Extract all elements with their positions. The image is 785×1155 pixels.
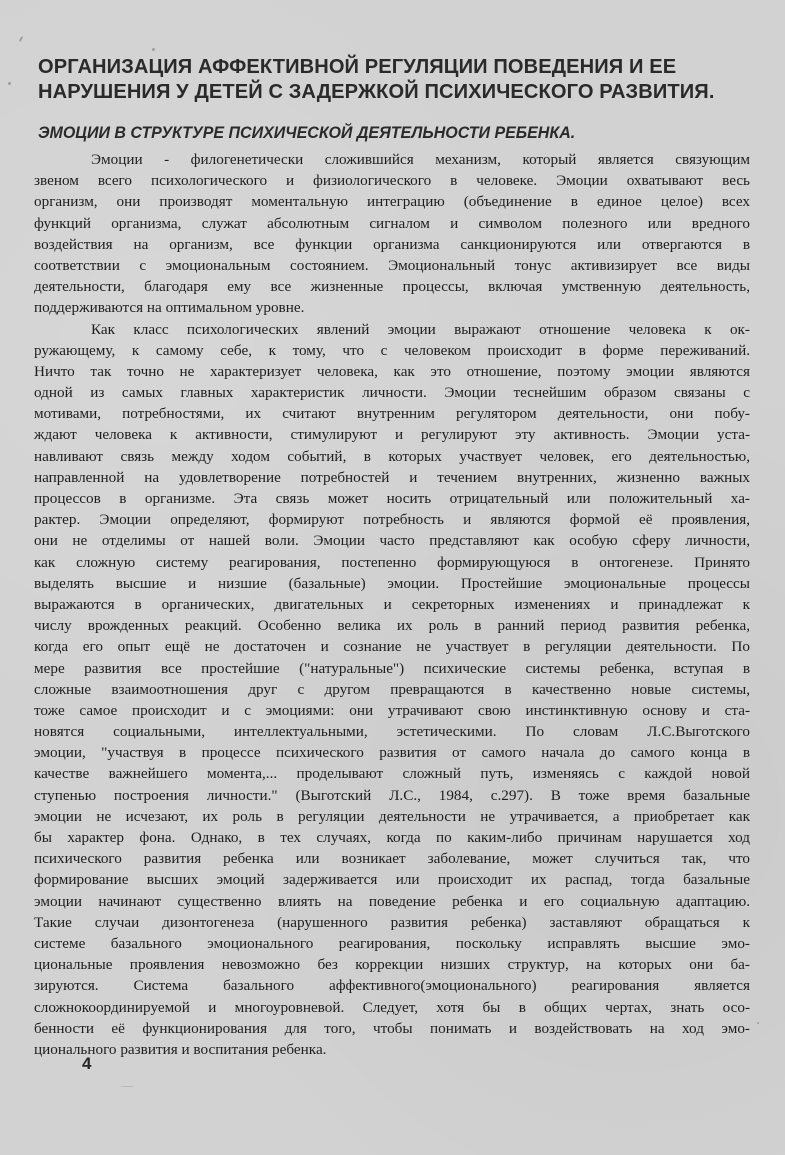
text-line: новятся социальными, интеллектуальными, эстетическими. По словам Л.С.Выготского <box>34 723 750 741</box>
text-line: качестве важнейшего момента,... проделывают сложный путь, изменяясь с каждой новой <box>34 765 750 783</box>
text-line: выражаются в органических, двигательных и секреторных изменениях и принадлежат к <box>34 595 750 613</box>
text-line: эмоции, "участвуя в процессе психического развития от самого начала до самого конца в <box>34 744 750 762</box>
body-text <box>34 149 750 1060</box>
scan-speck <box>120 1086 134 1087</box>
scan-speck <box>19 36 24 42</box>
chapter-title <box>38 54 753 104</box>
text-line: когда его опыт ещё не достаточен и сознание не участвует в регуляции деятельности. По <box>34 638 750 656</box>
text-line: системе базального эмоционального реагирования, поскольку исправлять высшие эмо- <box>34 934 750 952</box>
text-line: Ничто так точно не характеризует человека, как это отношение, поэтому эмоции являются <box>34 362 750 380</box>
text-line: мере развития все простейшие ("натуральные") психические системы ребенка, вступая в <box>34 659 750 677</box>
text-line: сложнокоординируемой и многоуровневой. Следует, хотя бы в общих чертах, знать осо- <box>34 998 750 1016</box>
text-line: циональные проявления невозможно без коррекции низших структур, на которых они ба- <box>34 956 750 974</box>
text-line: направленной на удовлетворение потребностей и течением внутренних, жизненно важных <box>34 468 750 486</box>
text-line: они не отделимы от нашей воли. Эмоции часто представляют как особую сферу личности, <box>34 532 750 550</box>
text-line: выделять высшие и низшие (базальные) эмоции. Простейшие эмоциональные процессы <box>34 574 750 592</box>
paragraph-1 <box>34 149 750 319</box>
text-line: звеном всего психологического и физиологического в человеке. Эмоции охватывают весь <box>34 172 750 190</box>
text-line: одной из самых главных характеристик личности. Эмоции теснейшим образом связаны с <box>34 384 750 402</box>
scan-speck <box>8 82 11 85</box>
text-line: навливают связь между ходом событий, в которых участвует человек, его деятельностью, <box>34 447 750 465</box>
text-line: рактер. Эмоции определяют, формируют потребность и являются формой её проявления, <box>34 511 750 529</box>
text-line: соответствии с эмоциональным состоянием. Эмоциональный тонус активизирует все виды <box>34 256 750 274</box>
text-line: функций организма, служат абсолютным сигналом и символом полезного или вредного <box>34 214 750 232</box>
chapter-title-line-1: ОРГАНИЗАЦИЯ АФФЕКТИВНОЙ РЕГУЛЯЦИИ ПОВЕДЕНИЯ И ЕЕ <box>38 55 677 78</box>
text-line: ружающему, к самому себе, к тому, что с человеком происходит в форме переживаний. <box>34 341 750 359</box>
text-line: бенности её функционирования для того, чтобы понимать и воздействовать на ход эмо- <box>34 1019 750 1037</box>
text-line: бы характер фона. Однако, в тех случаях, когда по каким-либо причинам нарушается ход <box>34 829 750 846</box>
text-line: зируются. Система базального аффективного(эмоционального) реагирования является <box>34 977 750 995</box>
text-line: деятельности, благодаря ему все жизненные процессы, включая умственную деятельность, <box>34 278 750 296</box>
text-line: мотивами, потребностями, их считают внутренним регулятором деятельности, они побу- <box>34 405 750 423</box>
text-line: ступенью построения личности." (Выготский Л.С., 1984, с.297). В тоже время базальные <box>34 786 750 804</box>
page-number: 4 <box>82 1054 92 1073</box>
text-line: воздействия на организм, все функции организма санкционируются или отвергаются в <box>34 235 750 253</box>
text-line: ждают человека к активности, стимулируют и регулируют эту активность. Эмоции уста- <box>34 426 750 444</box>
text-line: психического развития ребенка или возникает заболевание, может случиться так, что <box>34 850 750 868</box>
text-line: эмоции не исчезают, их роль в регуляции деятельности не утрачивается, а приобретает как <box>34 807 750 825</box>
scan-speck <box>152 48 155 51</box>
text-line: Как класс психологических явлений эмоции выражают отношение человека к ок- <box>91 320 750 338</box>
text-line: Эмоции - филогенетически сложившийся механизм, который является связующим <box>91 151 750 168</box>
text-line: Такие случаи дизонтогенеза (нарушенного развития ребенка) заставляют обращаться к <box>34 913 750 931</box>
text-line: как сложную систему реагирования, постепенно формирующуюся в онтогенезе. Принято <box>34 553 750 571</box>
text-line: сложные взаимоотношения друг с другом превращаются в качественно новые системы, <box>34 680 750 698</box>
text-line: формирование высших эмоций задерживается или происходит их распад, тогда базальные <box>34 871 750 889</box>
text-line: процессов в организме. Эта связь может носить отрицательный или положительный ха- <box>34 490 750 507</box>
chapter-title-line-2: НАРУШЕНИЯ У ДЕТЕЙ С ЗАДЕРЖКОЙ ПСИХИЧЕСКОГО РАЗВИТИЯ. <box>38 80 715 103</box>
text-line: поддерживаются на оптимальном уровне. <box>34 299 305 317</box>
text-line: эмоции начинают существенно влиять на поведение ребенка и его социальную адаптацию. <box>34 892 750 910</box>
section-heading: ЭМОЦИИ В СТРУКТУРЕ ПСИХИЧЕСКОЙ ДЕЯТЕЛЬНОСТИ РЕБЕНКА. <box>38 124 576 142</box>
text-line: числу врожденных реакций. Особенно велика их роль в ранний период развития ребенка, <box>34 617 750 635</box>
scan-speck <box>757 1022 759 1024</box>
text-line: организм, они производят моментальную интеграцию (объединение в единое целое) всех <box>34 193 750 211</box>
text-line: тоже самое происходит и с эмоциями: они утрачивают свою инстинктивную основу и ста- <box>34 701 750 719</box>
text-line: ционального развития и воспитания ребенка. <box>34 1040 327 1058</box>
paragraph-2 <box>34 319 750 1061</box>
